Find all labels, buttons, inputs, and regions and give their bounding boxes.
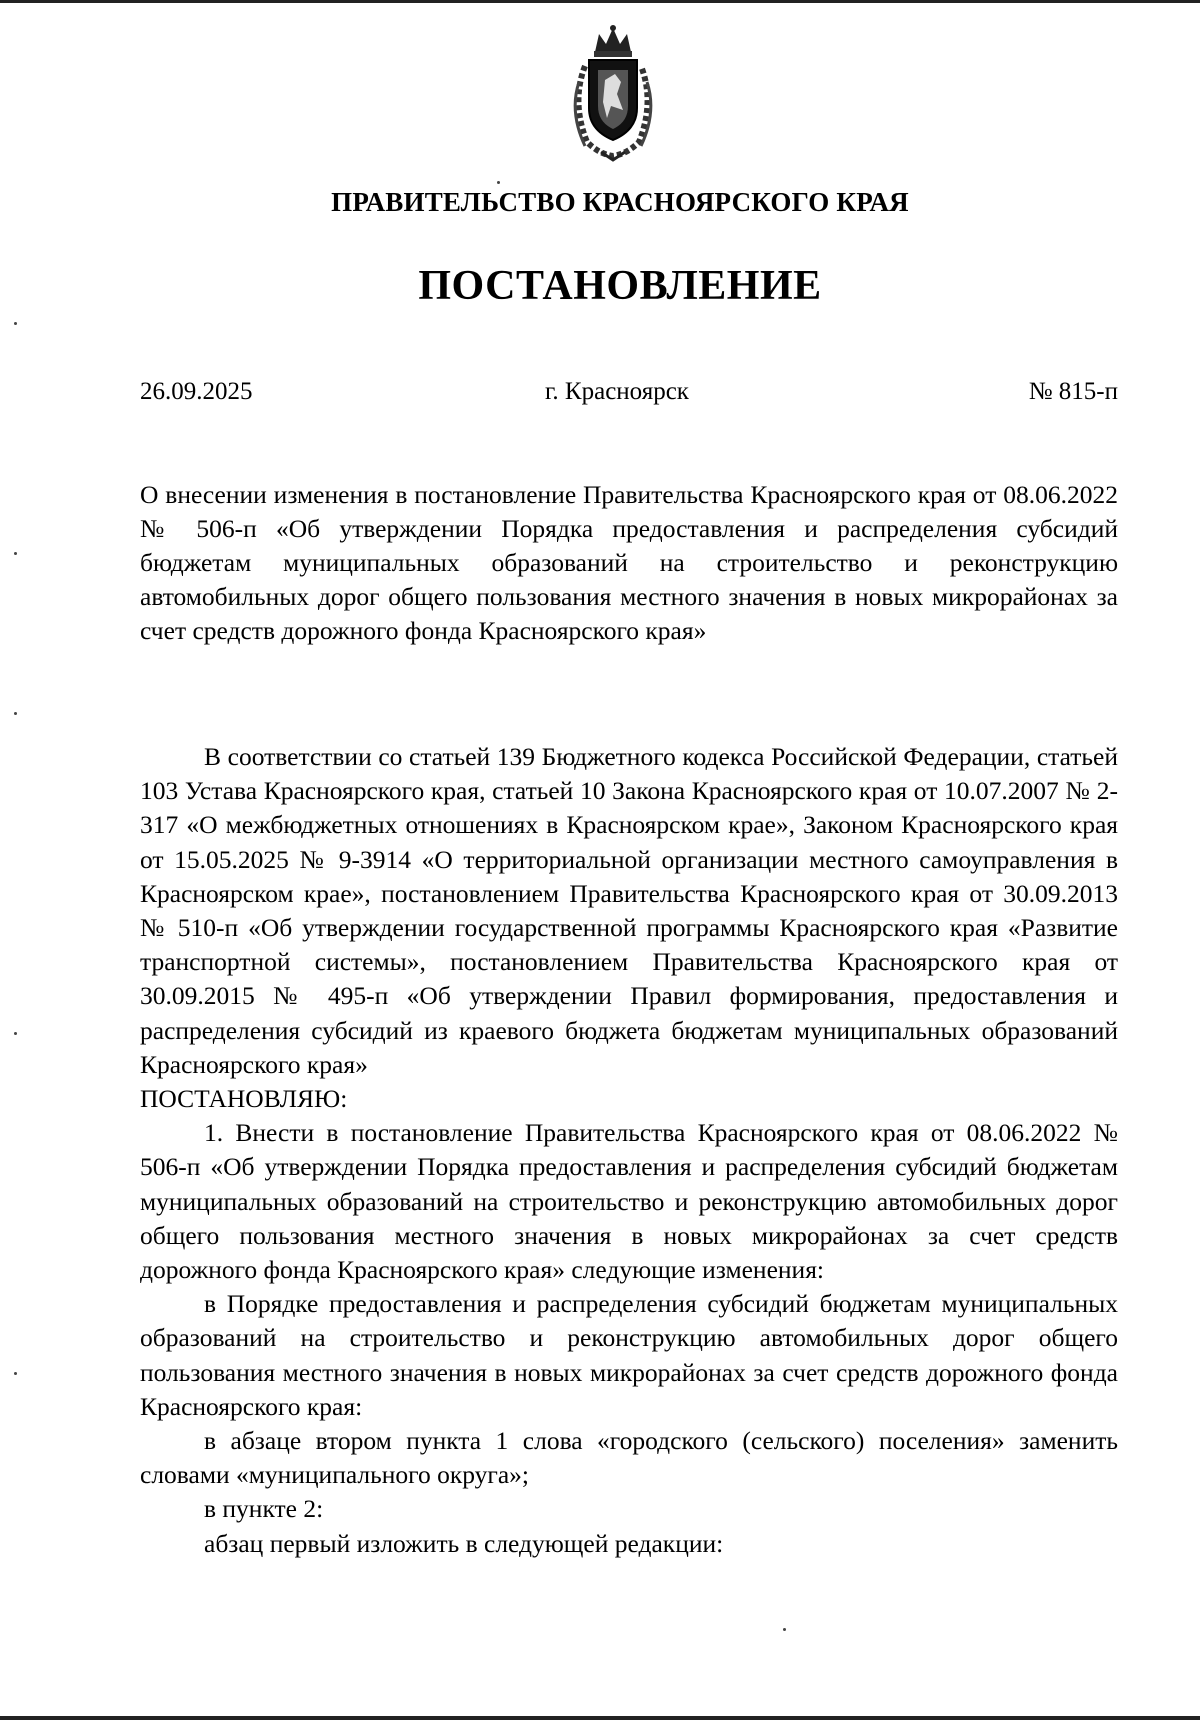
resolve-line: ПОСТАНОВЛЯЮ: <box>140 1084 348 1114</box>
scan-speck <box>497 181 500 184</box>
scan-speck <box>14 712 17 715</box>
document-number: № 815-п <box>1028 378 1118 405</box>
document-date: 26.09.2025 <box>140 378 253 405</box>
scan-top-edge <box>0 0 1200 3</box>
amendment-paragraph: в пункте 2: <box>204 1494 324 1524</box>
scan-speck <box>14 1032 17 1035</box>
amendment-paragraph: в Порядке предоставления и распределения субсидий бюджетам муниципальных образований на строительство и реконструкцию автомобильных дорог общего пользования местного значения в новых микрорайонах за счет средств дорожного фонда Красноярского края: <box>140 1289 1118 1421</box>
scan-bottom-edge <box>0 1716 1200 1720</box>
preamble-paragraph: В соответствии со статьей 139 Бюджетного кодекса Российской Федерации, статьей 103 Устава Красноярского края, статьей 10 Закона Красноярского края от 10.07.2007 № 2-317 «О межбюджетных отношениях в Красноярском крае», Законом Красноярского края от 15.05.2025 № 9-3914 «О территориальной организации местного самоуправления в Красноярском крае», постановлением Правительства Красноярского края от 30.09.2013 № 510-п «Об утверждении государственной программы Красноярского края «Развитие транспортной системы», постановлением Правительства Красноярского края от 30.09.2015 № 495-п «Об утверждении Правил формирования, предоставления и распределения субсидий из краевого бюджета бюджетам муниципальных образований Красноярского края» <box>140 742 1118 1079</box>
document-type-title: ПОСТАНОВЛЕНИЕ <box>418 263 822 309</box>
coat-of-arms-icon <box>565 22 661 162</box>
amendment-paragraph: абзац первый изложить в следующей редакции: <box>204 1528 724 1558</box>
amendment-paragraph: в абзаце втором пункта 1 слова «городского (сельского) поселения» заменить словами «муниципального округа»; <box>140 1426 1118 1490</box>
scan-speck <box>14 552 17 555</box>
document-body <box>140 740 1118 1561</box>
item-1-paragraph: 1. Внести в постановление Правительства Красноярского края от 08.06.2022 № 506-п «Об утверждении Порядка предоставления и распределения субсидий бюджетам муниципальных образований на строительство и реконструкцию автомобильных дорог общего пользования местного значения в новых микрорайонах за счет средств дорожного фонда Красноярского края» следующие изменения: <box>140 1118 1118 1285</box>
scan-speck <box>14 322 17 325</box>
scan-speck <box>783 1628 786 1631</box>
organization-name: ПРАВИТЕЛЬСТВО КРАСНОЯРСКОГО КРАЯ <box>331 187 909 217</box>
document-city: г. Красноярск <box>545 378 689 405</box>
scan-speck <box>14 1372 17 1375</box>
document-subject: О внесении изменения в постановление Правительства Красноярского края от 08.06.2022 № 506-п «Об утверждении Порядка предоставления и распределения субсидий бюджетам муниципальных образований на строительство и реконструкцию автомобильных дорог общего пользования местного значения в новых микрорайонах за счет средств дорожного фонда Красноярского края» <box>140 480 1118 645</box>
